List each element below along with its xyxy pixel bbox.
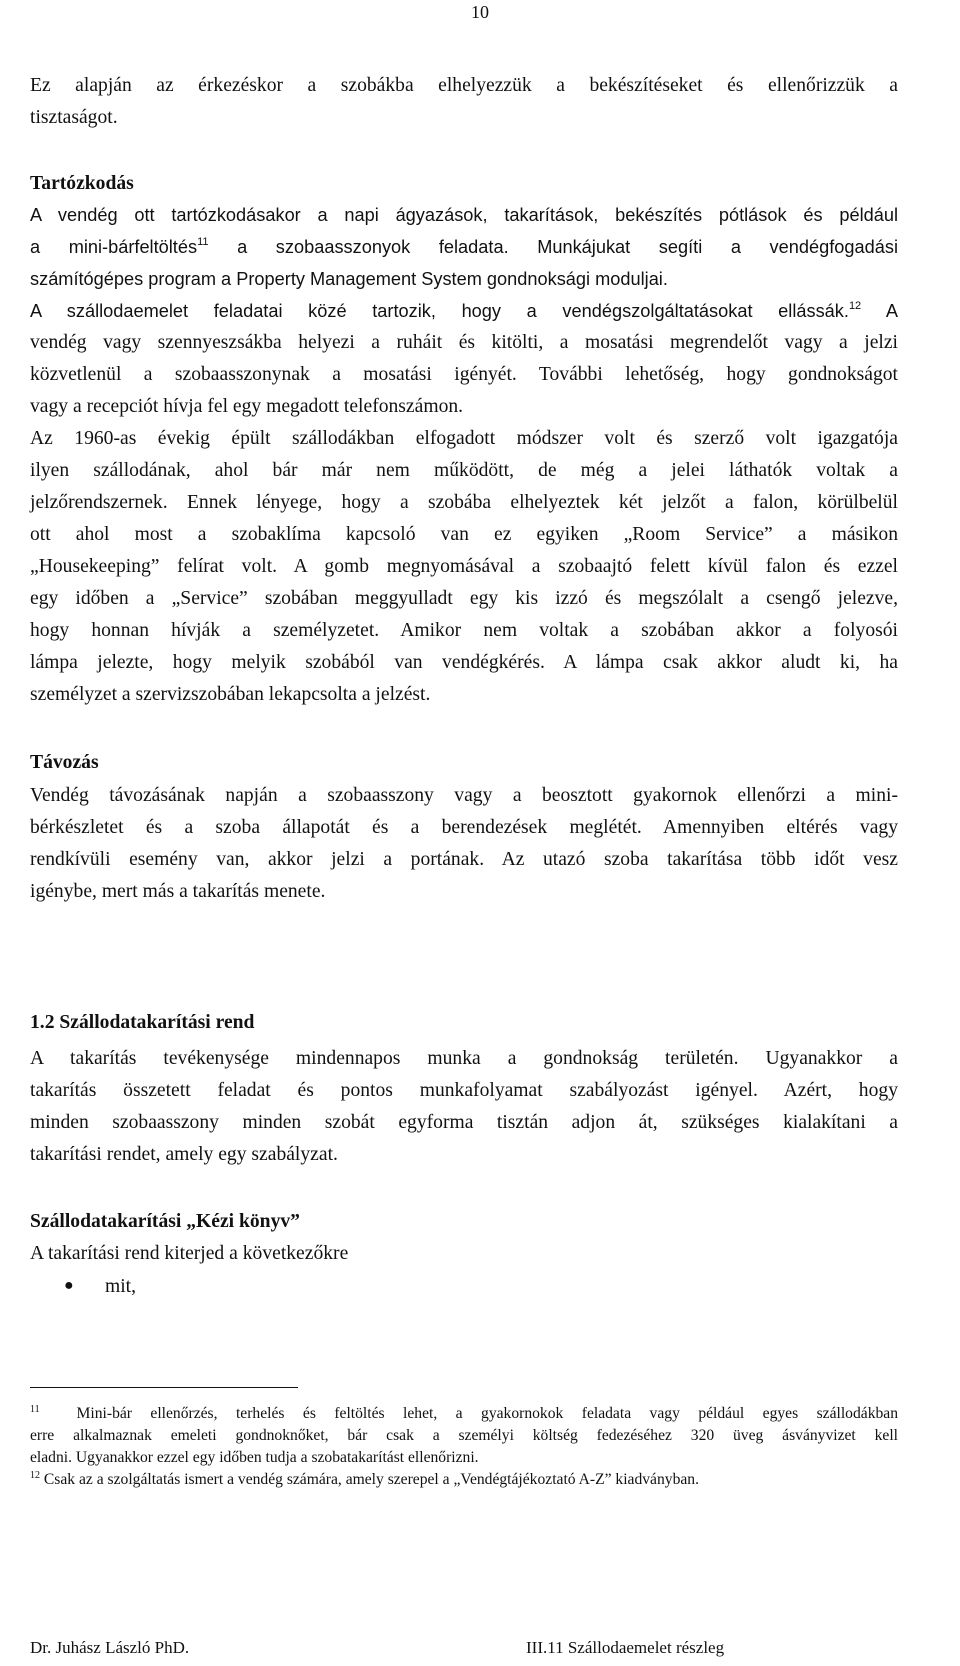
- text-line: A takarítási rend kiterjed a következőkre: [30, 1243, 349, 1264]
- text-line: bérkészletet és a szoba állapotát és a berendezések meglétét. Amennyiben eltérés vagy: [30, 817, 898, 838]
- text-fragment: a szobaasszonyok feladata. Munkájukat segíti a vendégfogadási: [237, 237, 898, 257]
- footnote-number: 11: [30, 1404, 40, 1415]
- text-fragment: A szállodaemelet feladatai közé tartozik, hogy a vendégszolgáltatásokat ellássák.: [30, 301, 849, 321]
- footnote-number: 12: [30, 1470, 40, 1481]
- text-line: igénybe, mert más a takarítás menete.: [30, 881, 326, 902]
- page-number: 10: [471, 2, 489, 22]
- text-line: Ez alapján az érkezéskor a szobákba elhelyezzük a bekészítéseket és ellenőrizzük a: [30, 75, 898, 96]
- footnote-divider: [30, 1387, 298, 1388]
- text-line: ilyen szállodának, ahol bár már nem működött, de még a jelei láthatók voltak a: [30, 460, 898, 481]
- text-line: vendég vagy szennyeszsákba helyezi a ruháit és kitölti, a mosatási megrendelőt vagy a jelzi: [30, 332, 898, 353]
- text-line: számítógépes program a Property Management System gondnoksági moduljai.: [30, 269, 668, 289]
- text-line: közvetlenül a szobaasszonynak a mosatási igényét. További lehetőség, hogy gondnokságot: [30, 364, 898, 385]
- text-line: egy időben a „Service” szobában meggyulladt egy kis izzó és megszólalt a csengő jelezve,: [30, 588, 898, 609]
- text-line: „Housekeeping” felírat volt. A gomb megnyomásával a szobaajtó felett kívül falon és ezzel: [30, 556, 898, 577]
- text-line: Az 1960-as évekig épült szállodákban elfogadott módszer volt és szerző volt igazgatója: [30, 428, 898, 449]
- footnote-line: [30, 1404, 898, 1424]
- footnote-ref[interactable]: 12: [848, 300, 862, 312]
- text-line: rendkívüli esemény van, akkor jelzi a portának. Az utazó szoba takarítása több időt vesz: [30, 849, 898, 870]
- footnote-line: erre alkalmaznak emeleti gondnoknőket, bár csak a személyi költség fedezéséhez 320 üveg ásványvizet kell: [30, 1427, 898, 1444]
- text-line: minden szobaasszony minden szobát egyforma tisztán adjon át, szükséges kialakítani a: [30, 1112, 898, 1133]
- footnote-line: [30, 1470, 898, 1490]
- text-line: ott ahol most a szobaklíma kapcsoló van ez egyiken „Room Service” a másikon: [30, 524, 898, 545]
- section-heading: Távozás: [30, 752, 99, 773]
- text-fragment: A: [885, 301, 898, 321]
- text-line: takarítás összetett feladat és pontos munkafolyamat szabályozást igényel. Azért, hogy: [30, 1080, 898, 1101]
- text-line: vagy a recepciót hívja fel egy megadott telefonszámon.: [30, 396, 464, 417]
- text-line: lámpa jelezte, hogy melyik szobából van vendégkérés. A lámpa csak akkor aludt ki, ha: [30, 652, 898, 673]
- text-line: jelzőrendszernek. Ennek lényege, hogy a szobába elhelyeztek két jelzőt a falon, körülbelül: [30, 492, 898, 513]
- text-line: hogy honnan hívják a személyzetet. Amikor nem voltak a szobában akkor a folyosói: [30, 620, 898, 641]
- text-line: személyzet a szervizszobában lekapcsolta a jelzést.: [30, 684, 431, 705]
- footnote-ref[interactable]: 11: [197, 236, 209, 248]
- footnote-text: Mini-bár ellenőrzés, terhelés és feltöltés lehet, a gyakornokok feladata vagy például egyes szállodákban: [76, 1405, 899, 1422]
- section-heading: Szállodatakarítási „Kézi könyv”: [30, 1211, 300, 1232]
- text-line: A vendég ott tartózkodásakor a napi ágyazások, takarítások, bekészítés pótlások és például: [30, 205, 898, 225]
- text-line: [30, 299, 898, 323]
- section-heading: 1.2 Szállodatakarítási rend: [30, 1012, 255, 1033]
- footer-author: Dr. Juhász László PhD.: [30, 1638, 190, 1657]
- section-heading: Tartózkodás: [30, 173, 134, 194]
- text-fragment: a mini-bárfeltöltés: [30, 237, 198, 257]
- text-line: [30, 235, 898, 259]
- list-item: mit,: [105, 1276, 137, 1297]
- footnote-text: Csak az a szolgáltatás ismert a vendég számára, amely szerepel a „Vendégtájékoztató A-Z” kiadványban.: [43, 1471, 699, 1488]
- footnote-line: eladni. Ugyanakkor ezzel egy időben tudja a szobatakarítást ellenőrizni.: [30, 1449, 479, 1466]
- text-line: tisztaságot.: [30, 107, 118, 128]
- bullet-icon: ●: [64, 1277, 74, 1294]
- text-line: A takarítás tevékenysége mindennapos munka a gondnokság területén. Ugyanakkor a: [30, 1048, 898, 1069]
- footer-section: III.11 Szállodaemelet részleg: [526, 1638, 725, 1657]
- text-line: Vendég távozásának napján a szobaasszony vagy a beosztott gyakornok ellenőrzi a mini-: [30, 785, 898, 806]
- text-line: takarítási rendet, amely egy szabályzat.: [30, 1144, 338, 1165]
